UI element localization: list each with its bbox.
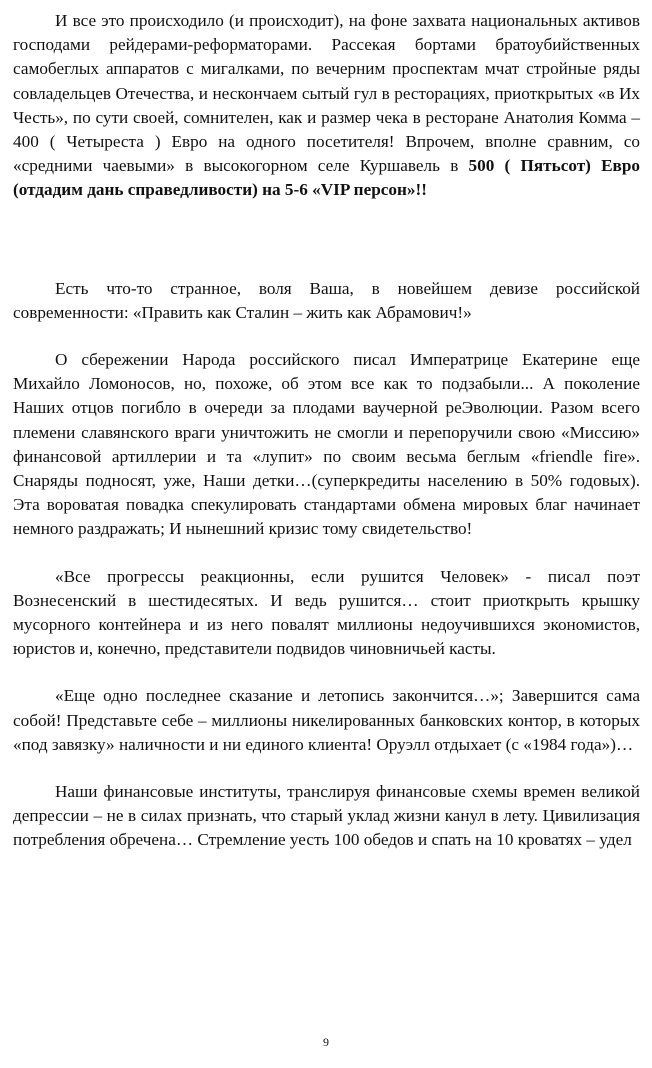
paragraph-4: «Все прогрессы реакционны, если рушится Человек» - писал поэт Вознесенский в шестидесятых. И ведь рушится… стоит приоткрыть крышку мусорного контейнера и из него повалят миллионы недоучившихся экономистов, юристов и, конечно, представители подвидов чиновничьей касты. [13,566,640,659]
paragraph-1-bold-text: 500 ( Пятьсот) Евро (отдадим дань справедливости) на 5-6 «VIP персон»!! [13,156,640,200]
paragraph-3: О сбережении Народа российского писал Императрице Екатерине еще Михайло Ломоносов, но, похоже, об этом все как то подзабыли... А поколение Наших отцов погибло в очереди за плодами ваучерной реЭволюции. Разом всего племени славянского враги уничтожить не смогли и перепоручили свою «Миссию» финансовой артиллерии и та «лупит» по своим весьма беглым «friendle fire». Снаряды подносят, уже, Наши детки…(суперкредиты населению в 50% годовых). Эта вороватая повадка спекулировать стандартами обмена мировых благ начинает немного раздражать; И нынешний кризис тому свидетельство! [13,350,640,539]
document-page [13,9,640,853]
paragraph-1-text: И все это происходило (и происходит), на фоне захвата национальных активов господами рейдерами-реформаторами. Рассекая бортами братоубийственных самобеглых аппаратов с мигалками, по вечерним проспектам мчат стройные ряды совладельцев Отечества, и нескончаем сытый гул в ресторациях, приоткрытых «в Их Честь», по сути своей, сомнителен, как и размер чека в ресторане Анатолия Комма – 400 ( Четыреста ) Евро на одного посетителя! Впрочем, вполне сравним, со «средними чаевыми» в высокогорном селе Куршавель в [13,11,640,176]
paragraph-6: Наши финансовые институты, транслируя финансовые схемы времен великой депрессии – не в силах признать, что старый уклад жизни канул в лету. Цивилизация потребления обречена… Стремление уесть 100 обедов и спать на 10 кроватях – удел [13,782,640,850]
paragraph-2: Есть что-то странное, воля Ваша, в новейшем девизе российской современности: «Править как Сталин – жить как Абрамович!» [13,278,640,322]
page-number: 9 [323,1035,329,1049]
paragraph-5: «Еще одно последнее сказание и летопись закончится…»; Завершится сама собой! Представьте себе – миллионы никелированных банковских контор, в которых «под завязку» наличности и ни единого клиента! Оруэлл отдыхает (с «1984 года»)… [13,686,640,754]
paragraph-1 [13,9,640,203]
